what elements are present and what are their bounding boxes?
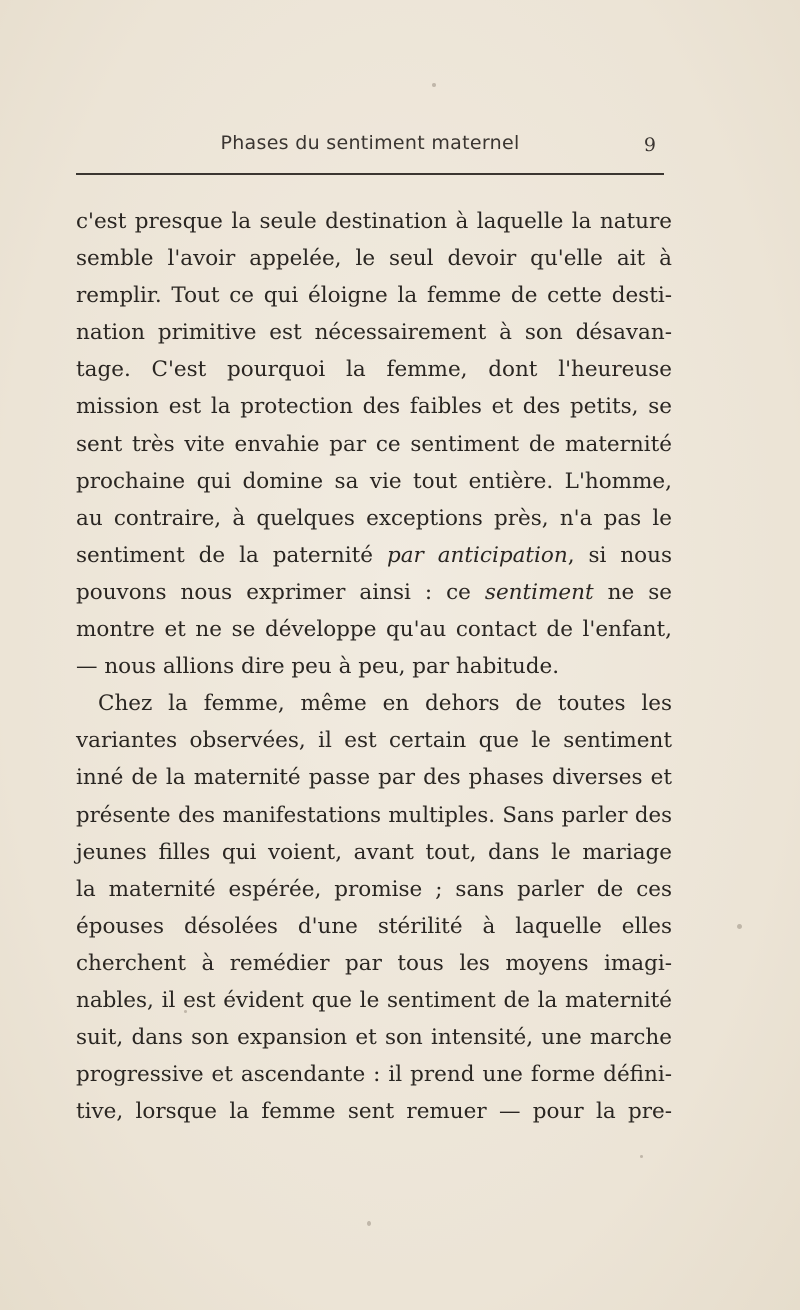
paper-speck — [737, 924, 742, 929]
body-text — [76, 203, 672, 1130]
text-line: nation primitive est nécessairement à son désavan- — [76, 320, 672, 346]
text-line: sent très vite envahie par ce sentiment de maternité — [76, 431, 672, 457]
text-segment: pouvons nous exprimer ainsi : ce — [76, 579, 485, 605]
paper-speck — [367, 1221, 371, 1226]
text-line: cherchent à remédier par tous les moyens imagi- — [76, 950, 672, 976]
paper-speck — [560, 1040, 563, 1043]
text-line: semble l'avoir appelée, le seul devoir qu'elle ait à — [76, 246, 672, 272]
text-line: jeunes filles qui voient, avant tout, dans le mariage — [76, 839, 672, 865]
italic-phrase: par anticipation — [386, 542, 568, 568]
text-line: progressive et ascendante : il prend une forme défini- — [76, 1062, 672, 1088]
text-line: au contraire, à quelques exceptions près, n'a pas le — [76, 505, 672, 531]
text-line: mission est la protection des faibles et des petits, se — [76, 394, 672, 420]
paper-speck — [640, 1155, 643, 1158]
text-segment: , si nous — [567, 542, 672, 568]
paragraph-start-line: Chez la femme, même en dehors de toutes les — [98, 691, 672, 717]
text-line: variantes observées, il est certain que le sentiment — [76, 728, 672, 754]
text-line: prochaine qui domine sa vie tout entière. L'homme, — [76, 468, 672, 494]
text-line: épouses désolées d'une stérilité à laquelle elles — [76, 913, 672, 939]
text-line: tage. C'est pourquoi la femme, dont l'heureuse — [76, 357, 672, 383]
text-line: suit, dans son expansion et son intensité, une marche — [76, 1025, 672, 1051]
text-line: la maternité espérée, promise ; sans parler de ces — [76, 876, 672, 902]
page-header — [76, 132, 664, 162]
text-line: nables, il est évident que le sentiment de la maternité — [76, 987, 672, 1013]
text-line: — nous allions dire peu à peu, par habitude. — [76, 654, 560, 680]
text-line-with-italic — [76, 537, 672, 574]
text-line: c'est presque la seule destination à laquelle la nature — [76, 209, 672, 234]
text-segment: sentiment de la paternité — [76, 542, 387, 568]
page-number: 9 — [643, 134, 656, 156]
text-line: tive, lorsque la femme sent remuer — pour la pre- — [76, 1099, 672, 1125]
text-line: présente des manifestations multiples. Sans parler des — [76, 802, 672, 828]
text-line: remplir. Tout ce qui éloigne la femme de cette desti- — [76, 283, 672, 309]
header-rule — [76, 173, 664, 175]
text-segment: ne se — [593, 579, 672, 605]
paper-speck — [432, 83, 436, 87]
italic-phrase: sentiment — [484, 579, 594, 605]
running-title: Phases du sentiment maternel — [220, 132, 520, 154]
text-line-with-italic — [76, 574, 672, 611]
text-line: montre et ne se développe qu'au contact de l'enfant, — [76, 617, 672, 643]
paper-speck — [184, 1010, 187, 1013]
text-line: inné de la maternité passe par des phases diverses et — [76, 765, 672, 791]
